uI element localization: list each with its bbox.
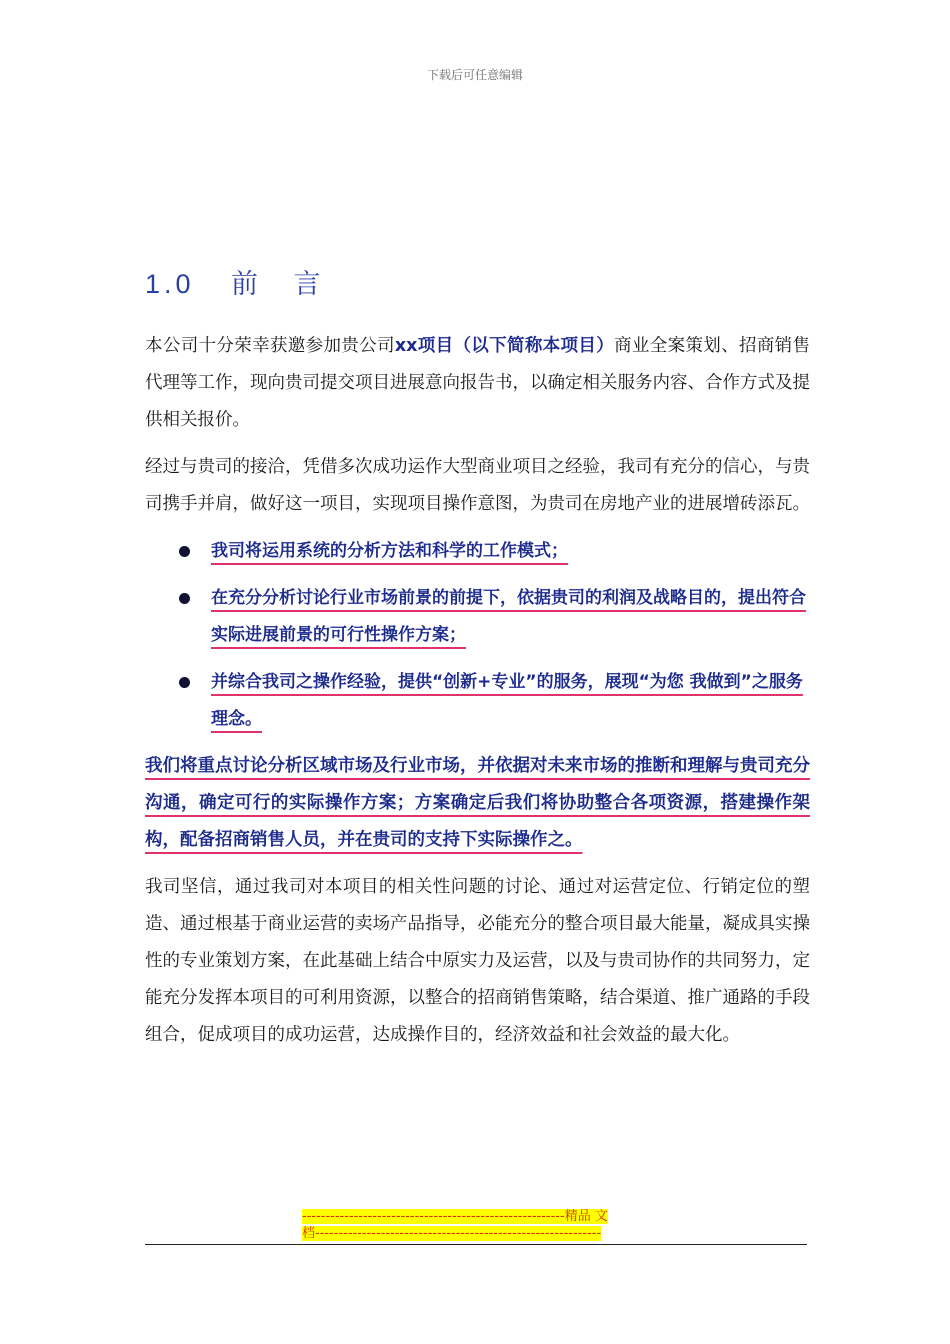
section-heading	[145, 262, 335, 301]
footer-divider	[145, 1244, 807, 1245]
section-title: 前 言	[231, 269, 335, 299]
intro-text-start: 本公司十分荣幸获邀参加贵公司	[145, 336, 395, 356]
bullet-dot-icon	[179, 593, 190, 604]
intro-text-end: 商业全案策划、招商销售代理等工作，现向贵司提交项目进展意向报告书，以确定相关服务内容、合作方式及提供相关报价。	[145, 336, 811, 430]
page-header: 下载后可任意编辑	[426, 68, 523, 82]
bullet-item	[145, 664, 810, 738]
bullet-text: 我司将运用系统的分析方法和科学的工作模式；	[211, 541, 568, 561]
footer-line-1: --------------------------------------------------------精品 文	[302, 1209, 608, 1224]
bullet-dot-icon	[179, 546, 190, 557]
footer-line-2: 档-------------------------------------------------------------	[302, 1226, 602, 1241]
plan-text: 我们将重点讨论分析区域市场及行业市场，并依据对未来市场的推断和理解与贵司充分沟通，确定可行的实际操作方案；方案确定后我们将协助整合各项资源，搭建操作架构，配备招商销售人员，并在贵司的支持下实际操作之。	[145, 756, 810, 850]
bullet-list	[145, 533, 810, 738]
paragraph-conviction: 我司坚信，通过我司对本项目的相关性问题的讨论、通过对运营定位、行销定位的塑造、通过根基于商业运营的卖场产品指导，必能充分的整合项目最大能量，凝成具实操性的专业策划方案，在此基础上结合中原实力及运营，以及与贵司协作的共同努力，定能充分发挥本项目的可利用资源，以整合的招商销售策略，结合渠道、推广通路的手段组合，促成项目的成功运营，达成操作目的，经济效益和社会效益的最大化。	[145, 877, 810, 1045]
paragraph-plan	[145, 748, 810, 859]
bullet-item	[145, 533, 810, 570]
bullet-text: 在充分分析讨论行业市场前景的前提下，依据贵司的利润及战略目的，提出符合实际进展前景的可行性操作方案；	[211, 588, 806, 645]
document-body	[145, 328, 810, 1064]
project-name: xx项目（以下简称本项目）	[394, 336, 615, 356]
paragraph-experience: 经过与贵司的接洽，凭借多次成功运作大型商业项目之经验，我司有充分的信心，与贵司携手并肩，做好这一项目，实现项目操作意图，为贵司在房地产业的进展增砖添瓦。	[145, 457, 810, 514]
paragraph-intro	[145, 328, 810, 439]
bullet-text: 并综合我司之操作经验，提供“创新+专业”的服务，展现“为您 我做到”之服务理念。	[211, 672, 803, 729]
bullet-item	[145, 580, 810, 654]
footer-watermark	[302, 1208, 648, 1242]
section-number: 1.0	[145, 269, 195, 299]
bullet-dot-icon	[179, 677, 190, 688]
